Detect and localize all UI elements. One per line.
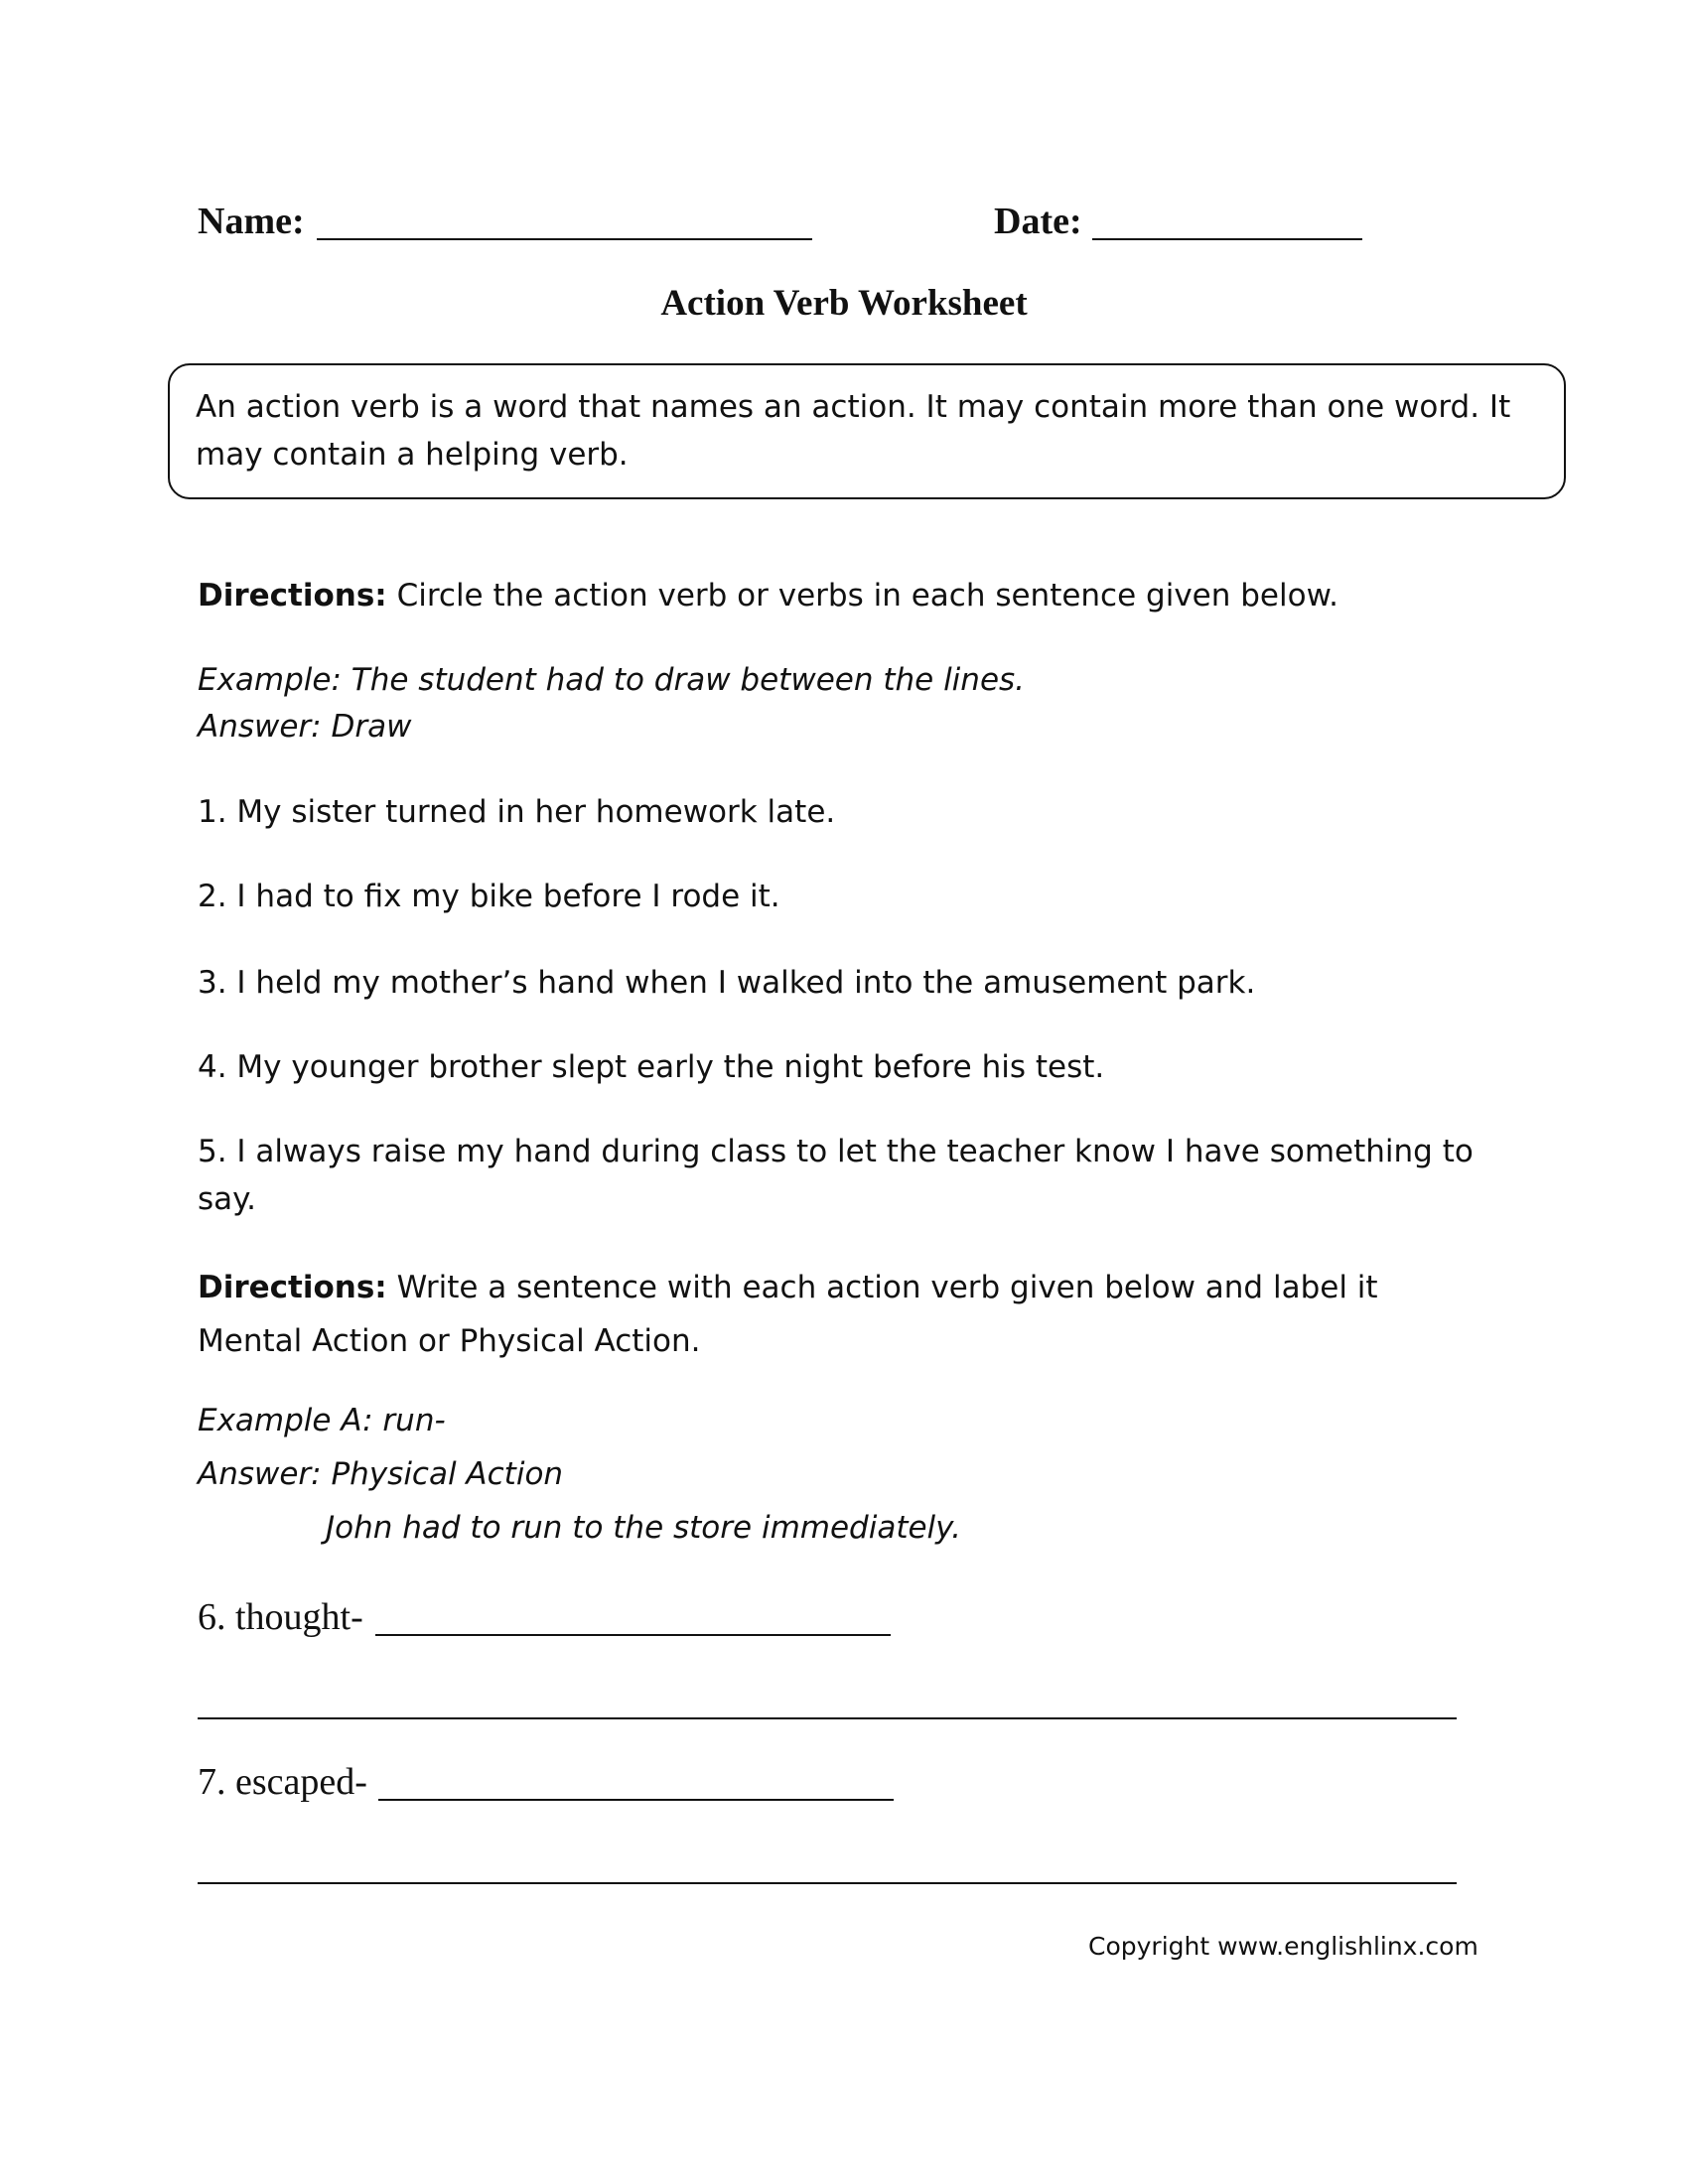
answer-1: Answer: Draw — [198, 709, 412, 745]
sentence-field-7[interactable] — [198, 1882, 1457, 1884]
directions-1-label: Directions: — [198, 578, 387, 614]
example-1: Example: The student had to draw between the lines. — [198, 662, 1026, 698]
list-item-6: 6. thought- — [198, 1596, 363, 1638]
directions-1-text: Circle the action verb or verbs in each sentence given below. — [386, 578, 1338, 614]
directions-2-label: Directions: — [198, 1270, 387, 1305]
verb-label-field-7[interactable] — [378, 1799, 894, 1801]
answer-2-sentence: John had to run to the store immediately. — [326, 1510, 961, 1546]
name-label: Name: — [198, 201, 305, 242]
list-item-3: 3. I held my mother’s hand when I walked into the amusement park. — [198, 965, 1256, 1001]
worksheet-title: Action Verb Worksheet — [660, 283, 1028, 324]
date-label: Date: — [994, 201, 1082, 242]
list-item-7: 7. escaped- — [198, 1761, 367, 1803]
list-item-5: 5. I always raise my hand during class to let the teacher know I have something to say. — [198, 1134, 1474, 1217]
answer-2: Answer: Physical Action — [198, 1456, 564, 1492]
definition-text: An action verb is a word that names an action. It may contain more than one word. It may contain a helping verb. — [196, 389, 1511, 473]
list-item-1: 1. My sister turned in her homework late. — [198, 794, 836, 830]
sentence-field-6[interactable] — [198, 1717, 1457, 1719]
date-field[interactable] — [1092, 238, 1362, 240]
directions-2-text: Write a sentence with each action verb given below and label it Mental Action or Physical Action. — [198, 1270, 1378, 1359]
directions-2 — [198, 1261, 1439, 1368]
example-2: Example A: run- — [198, 1403, 446, 1438]
list-item-2: 2. I had to fix my bike before I rode it. — [198, 879, 780, 914]
name-field[interactable] — [317, 238, 812, 240]
verb-label-field-6[interactable] — [375, 1634, 891, 1636]
list-item-4: 4. My younger brother slept early the night before his test. — [198, 1049, 1105, 1085]
directions-1 — [198, 578, 1338, 614]
copyright: Copyright www.englishlinx.com — [1088, 1932, 1478, 1961]
